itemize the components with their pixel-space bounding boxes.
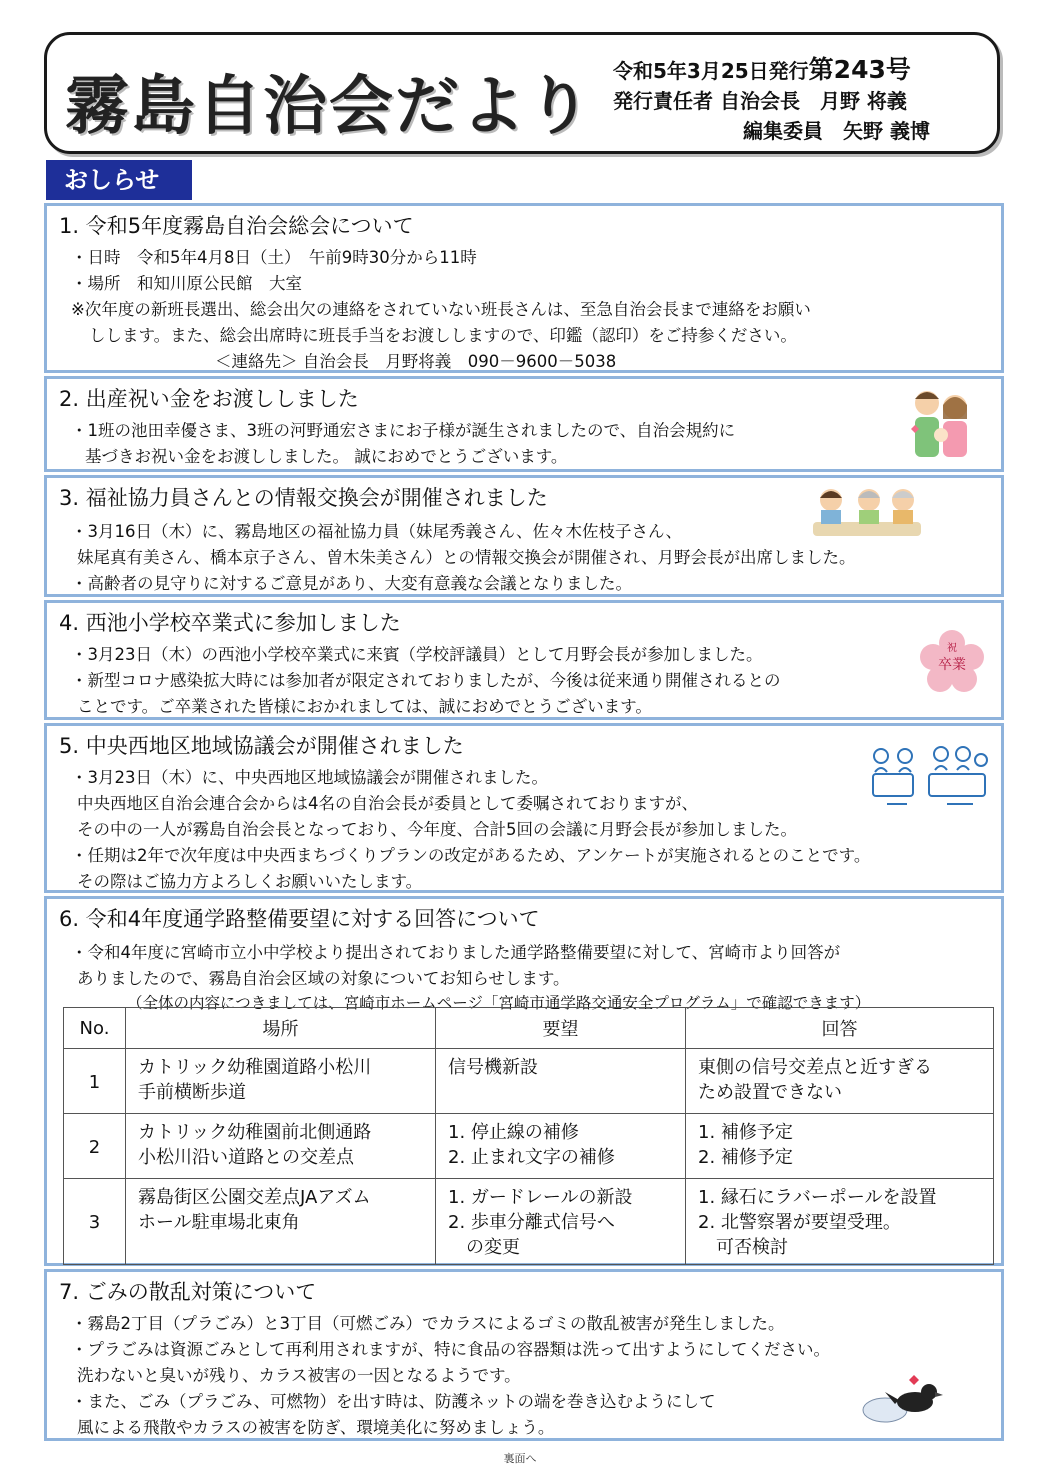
row-request [436, 1049, 686, 1114]
crow-icon [859, 1372, 943, 1428]
section-line: その際はご協力方よろしくお願いいたします。 [77, 872, 423, 891]
badge-top: 祝 [947, 643, 957, 654]
row-answer [686, 1179, 994, 1265]
table-header-row [64, 1008, 994, 1049]
cell-line: 霧島街区公園交差点JAアズム [138, 1187, 371, 1208]
section-line: 妹尾真有美さん、橋本京子さん、曽木朱美さん）との情報交換会が開催され、月野会長が出席しました。 [77, 548, 856, 567]
issue-date: 令和5年3月25日発行 [613, 59, 809, 83]
table-row [64, 1179, 994, 1265]
section-line: ・令和4年度に宮崎市立小中学校より提出されておりました通学路整備要望に対して、宮崎市より回答が [71, 943, 841, 962]
cell-line: カトリック幼稚園道路小松川 [138, 1057, 372, 1078]
section-heading: 6. 令和4年度通学路整備要望に対する回答について [59, 907, 540, 931]
section-general-meeting [44, 203, 1004, 373]
badge-main: 卒業 [938, 657, 966, 673]
section-line: ・霧島2丁目（プラごみ）と3丁目（可燃ごみ）でカラスによるゴミの散乱被害が発生しました。 [71, 1314, 785, 1333]
row-no: 3 [64, 1179, 126, 1265]
section-line: ・任期は2年で次年度は中央西まちづくりプランの改定があるため、アンケートが実施されるとのことです。 [71, 846, 871, 865]
newsletter-title: 霧島自治会だより [65, 70, 593, 144]
cell-line: 2. 歩車分離式信号へ [448, 1212, 615, 1233]
issue-number: 第243号 [808, 55, 911, 84]
section-line: しします。また、総会出席時に班長手当をお渡ししますので、印鑑（認印）をご持参ください。 [89, 326, 797, 345]
row-no: 2 [64, 1114, 126, 1179]
contact-line: ＜連絡先＞ 自治会長 月野将義 090－9600－5038 [215, 352, 617, 371]
cell-line: 2. 北警察署が要望受理。 [698, 1212, 901, 1233]
row-request [436, 1114, 686, 1179]
section-heading: 4. 西池小学校卒業式に参加しました [59, 611, 401, 635]
section-line: ・プラごみは資源ごみとして再利用されますが、特に食品の容器類は洗って出すようにしてください。 [71, 1340, 830, 1359]
section-regional-council [44, 723, 1004, 893]
section-line: 中央西地区自治会連合会からは4名の自治会長が委員として委嘱されておりますが、 [77, 794, 698, 813]
newsletter-header [44, 32, 1000, 154]
section-heading: 7. ごみの散乱対策について [59, 1280, 317, 1304]
cell-line: 1. 補修予定 [698, 1122, 793, 1143]
table-row [64, 1114, 994, 1179]
row-place [126, 1049, 436, 1114]
section-heading: 3. 福祉協力員さんとの情報交換会が開催されました [59, 486, 548, 510]
section-heading: 5. 中央西地区地域協議会が開催されました [59, 734, 464, 758]
section-heading: 2. 出産祝い金をお渡ししました [59, 387, 359, 411]
cell-line: 手前横断歩道 [138, 1082, 246, 1103]
section-line: ※次年度の新班長選出、総会出欠の連絡をされていない班長さんは、至急自治会長まで連絡をお願い [71, 300, 811, 319]
table-row [64, 1049, 994, 1114]
footer-next-page: 裏面へ [503, 1452, 537, 1465]
row-answer [686, 1114, 994, 1179]
section-welfare-meeting [44, 475, 1004, 597]
section-line: ・3月16日（木）に、霧島地区の福祉協力員（妹尾秀義さん、佐々木佐枝子さん、 [71, 522, 682, 541]
cell-line: 1. ガードレールの新設 [448, 1187, 633, 1208]
row-place [126, 1114, 436, 1179]
section-line: ・日時 令和5年4月8日（土） 午前9時30分から11時 [71, 248, 477, 267]
row-request [436, 1179, 686, 1265]
header-answer: 回答 [686, 1008, 994, 1049]
row-answer [686, 1049, 994, 1114]
cell-line: 2. 止まれ文字の補修 [448, 1147, 615, 1168]
request-table [63, 1007, 994, 1265]
section-line: 基づきお祝い金をお渡ししました。 誠におめでとうございます。 [85, 447, 568, 466]
cell-line: ホール駐車場北東角 [138, 1212, 300, 1233]
section-line: ことです。ご卒業された皆様におかれましては、誠におめでとうございます。 [77, 697, 652, 716]
header-request: 要望 [436, 1008, 686, 1049]
cell-line: 2. 補修予定 [698, 1147, 793, 1168]
row-no: 1 [64, 1049, 126, 1114]
section-garbage [44, 1269, 1004, 1441]
section-line: ・場所 和知川原公民館 大室 [71, 274, 302, 293]
sakura-badge [919, 629, 985, 695]
section-line: ・1班の池田幸優さま、3班の河野通宏さまにお子様が誕生されましたので、自治会規約に [71, 421, 736, 440]
notice-tag: おしらせ [46, 160, 192, 200]
cell-line: 信号機新設 [448, 1057, 538, 1078]
cell-line: の変更 [448, 1237, 520, 1258]
header-no: No. [64, 1008, 126, 1049]
cell-line: 東側の信号交差点と近すぎる [698, 1057, 932, 1078]
section-graduation [44, 600, 1004, 720]
cell-line: 1. 縁石にラバーポールを設置 [698, 1187, 937, 1208]
row-place [126, 1179, 436, 1265]
section-line: 風による飛散やカラスの被害を防ぎ、環境美化に努めましょう。 [77, 1418, 555, 1437]
editor: 編集委員 矢野 義博 [743, 119, 930, 143]
cell-line: カトリック幼稚園前北側通路 [138, 1122, 372, 1143]
section-line: その中の一人が霧島自治会長となっており、今年度、合計5回の会議に月野会長が参加しました。 [77, 820, 797, 839]
cell-line: ため設置できない [698, 1082, 842, 1103]
section-school-route [44, 896, 1004, 1266]
cell-line: 小松川沿い道路との交差点 [138, 1147, 354, 1168]
section-line: 洗わないと臭いが残り、カラス被害の一因となるようです。 [77, 1366, 521, 1385]
section-note: （全体の内容につきましては、宮崎市ホームページ「宮崎市通学路交通安全プログラム」で確認できます） [127, 994, 871, 1012]
publisher: 発行責任者 自治会長 月野 将義 [613, 89, 907, 113]
section-heading: 1. 令和5年度霧島自治会総会について [59, 214, 414, 238]
section-line: ・新型コロナ感染拡大時には参加者が限定されておりましたが、今後は従来通り開催されるとの [71, 671, 781, 690]
section-line: ・3月23日（木）の西池小学校卒業式に来賓（学校評議員）として月野会長が参加しました。 [71, 645, 763, 664]
section-birth-gift [44, 376, 1004, 472]
meeting-illustration [807, 482, 927, 540]
section-line: ・高齢者の見守りに対するご意見があり、大変有意義な会議となりました。 [71, 574, 632, 593]
cell-line: 可否検討 [698, 1237, 788, 1258]
section-line: ・3月23日（木）に、中央西地区地域協議会が開催されました。 [71, 768, 548, 787]
cell-line: 1. 停止線の補修 [448, 1122, 579, 1143]
conference-illustration [867, 740, 993, 812]
header-place: 場所 [126, 1008, 436, 1049]
section-line: ありましたので、霧島自治会区域の対象についてお知らせします。 [77, 969, 570, 988]
family-illustration [905, 385, 977, 465]
section-line: ・また、ごみ（プラごみ、可燃物）を出す時は、防護ネットの端を巻き込むようにして [71, 1392, 716, 1411]
issue-meta [613, 55, 930, 146]
